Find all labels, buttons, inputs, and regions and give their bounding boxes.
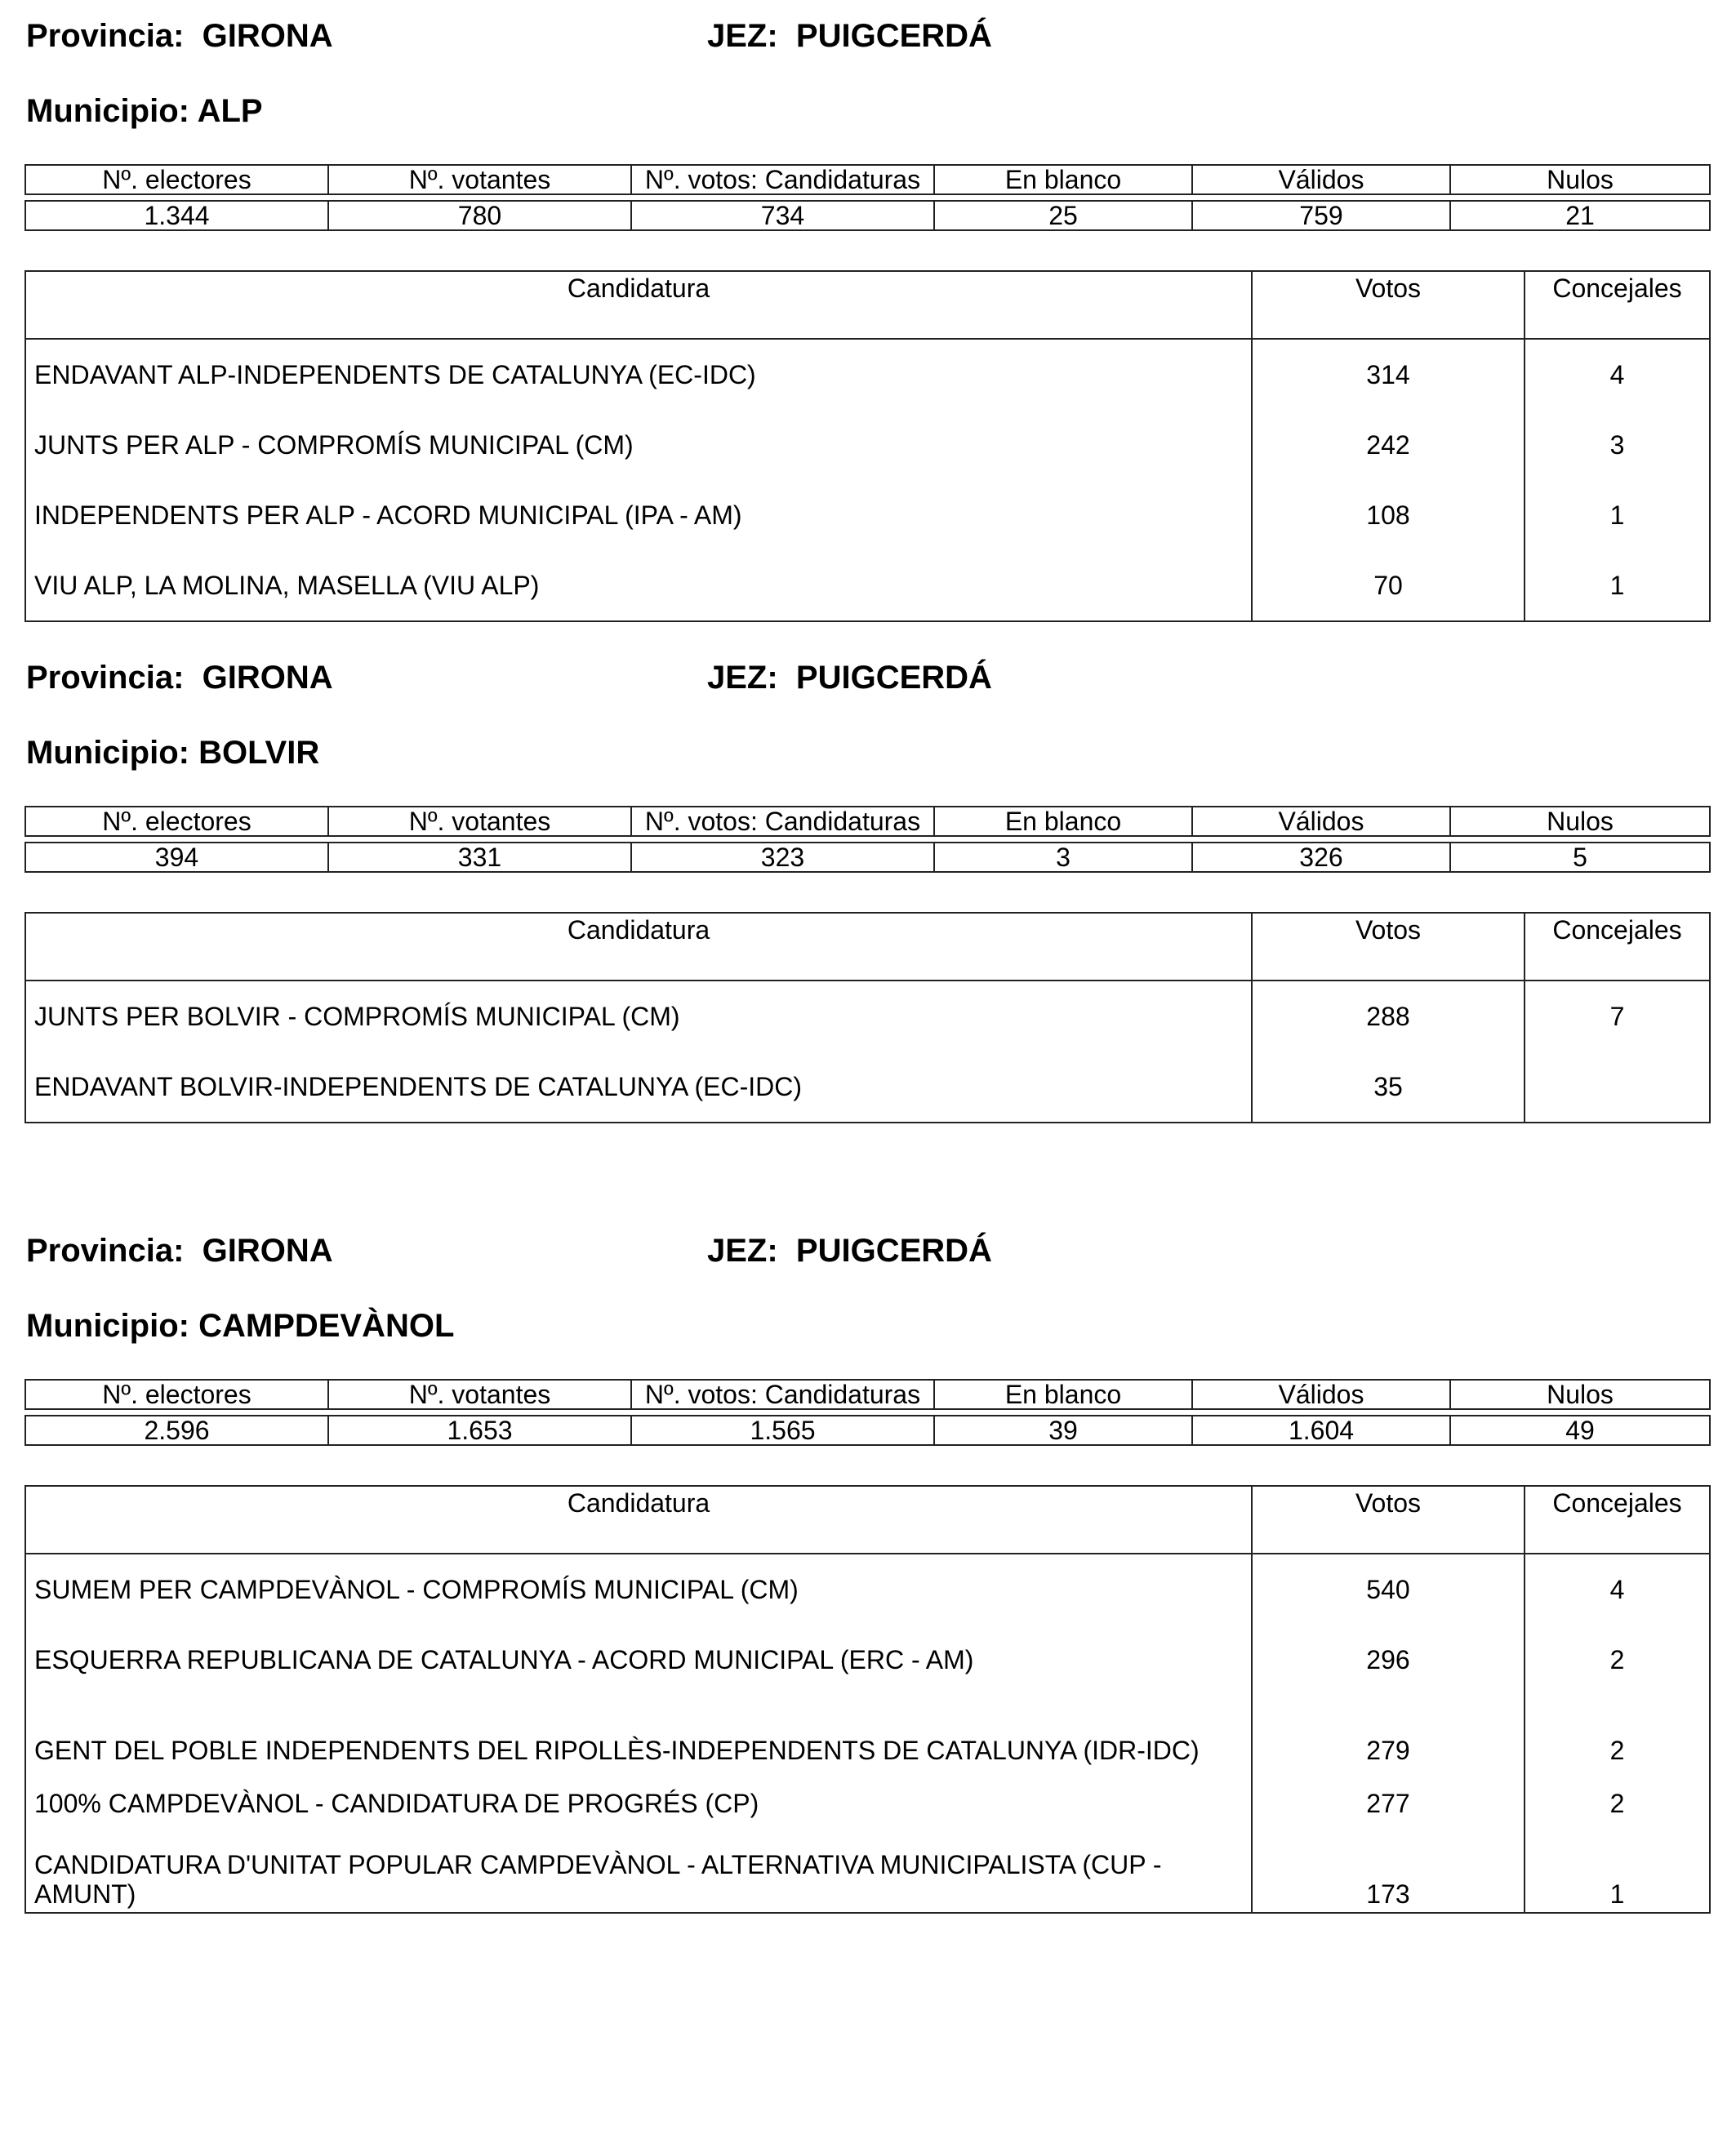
candidatura-name: SUMEM PER CAMPDEVÀNOL - COMPROMÍS MUNICIPAL (CM) — [25, 1554, 1252, 1625]
validos-header: Válidos — [1192, 1380, 1450, 1409]
votos-value: 35 — [1252, 1052, 1525, 1123]
nulos-value: 21 — [1450, 201, 1710, 230]
candidatura-name: INDEPENDENTS PER ALP - ACORD MUNICIPAL (IPA - AM) — [25, 480, 1252, 550]
jez-heading: JEZ: PUIGCERDÁ — [707, 18, 992, 54]
votos-header: Votos — [1252, 271, 1525, 339]
candidatura-name: 100% CAMPDEVÀNOL - CANDIDATURA DE PROGRÉS (CP) — [25, 1768, 1252, 1839]
candidaturas-header-row — [25, 271, 1710, 339]
concejales-value: 3 — [1525, 410, 1710, 480]
concejales-value: 7 — [1525, 981, 1710, 1052]
votos-value: 296 — [1252, 1625, 1525, 1695]
summary-header-row — [25, 165, 1710, 194]
candidatura-name: GENT DEL POBLE INDEPENDENTS DEL RIPOLLÈS-INDEPENDENTS DE CATALUNYA (IDR-IDC) — [25, 1695, 1252, 1768]
votantes-value: 780 — [328, 201, 631, 230]
candidatura-row — [25, 410, 1710, 480]
summary-value-row — [25, 201, 1710, 230]
votos-candidaturas-value: 734 — [631, 201, 934, 230]
provincia-heading: Provincia: GIRONA — [26, 18, 333, 54]
concejales-value: 1 — [1525, 1839, 1710, 1913]
summary-value-row — [25, 1416, 1710, 1445]
votantes-header: Nº. votantes — [328, 807, 631, 836]
jez-heading: JEZ: PUIGCERDÁ — [707, 660, 992, 696]
summary-header-row — [25, 1380, 1710, 1409]
concejales-header: Concejales — [1525, 271, 1710, 339]
nulos-header: Nulos — [1450, 807, 1710, 836]
candidatura-row — [25, 339, 1710, 410]
concejales-value: 2 — [1525, 1695, 1710, 1768]
concejales-header: Concejales — [1525, 1486, 1710, 1554]
votos-candidaturas-header: Nº. votos: Candidaturas — [631, 1380, 934, 1409]
electores-value: 394 — [25, 843, 328, 872]
nulos-header: Nulos — [1450, 1380, 1710, 1409]
votos-header: Votos — [1252, 913, 1525, 981]
concejales-value: 2 — [1525, 1768, 1710, 1839]
votos-value: 314 — [1252, 339, 1525, 410]
votos-value: 173 — [1252, 1839, 1525, 1913]
candidatura-name: JUNTS PER ALP - COMPROMÍS MUNICIPAL (CM) — [25, 410, 1252, 480]
summary-header-row — [25, 807, 1710, 836]
en-blanco-value: 39 — [934, 1416, 1192, 1445]
candidatura-row — [25, 1554, 1710, 1625]
municipio-heading: Municipio: CAMPDEVÀNOL — [26, 1308, 455, 1344]
provincia-heading: Provincia: GIRONA — [26, 1233, 333, 1269]
validos-value: 759 — [1192, 201, 1450, 230]
summary-value-row — [25, 843, 1710, 872]
votos-candidaturas-value: 323 — [631, 843, 934, 872]
validos-value: 1.604 — [1192, 1416, 1450, 1445]
votos-value: 288 — [1252, 981, 1525, 1052]
candidaturas-table — [24, 1485, 1711, 1914]
votos-value: 108 — [1252, 480, 1525, 550]
validos-header: Válidos — [1192, 807, 1450, 836]
nulos-value: 49 — [1450, 1416, 1710, 1445]
validos-header: Válidos — [1192, 165, 1450, 194]
candidatura-row — [25, 480, 1710, 550]
concejales-value: 1 — [1525, 550, 1710, 621]
votantes-value: 331 — [328, 843, 631, 872]
summary-table — [24, 806, 1711, 873]
candidaturas-header-row — [25, 913, 1710, 981]
concejales-header: Concejales — [1525, 913, 1710, 981]
nulos-header: Nulos — [1450, 165, 1710, 194]
candidatura-header: Candidatura — [25, 271, 1252, 339]
concejales-value: 1 — [1525, 480, 1710, 550]
votos-header: Votos — [1252, 1486, 1525, 1554]
electores-header: Nº. electores — [25, 165, 328, 194]
electores-header: Nº. electores — [25, 807, 328, 836]
en-blanco-header: En blanco — [934, 1380, 1192, 1409]
electores-header: Nº. electores — [25, 1380, 328, 1409]
candidatura-name: ENDAVANT ALP-INDEPENDENTS DE CATALUNYA (EC-IDC) — [25, 339, 1252, 410]
concejales-value: 4 — [1525, 339, 1710, 410]
votos-candidaturas-header: Nº. votos: Candidaturas — [631, 807, 934, 836]
municipio-heading: Municipio: ALP — [26, 93, 263, 129]
votos-candidaturas-value: 1.565 — [631, 1416, 934, 1445]
en-blanco-value: 25 — [934, 201, 1192, 230]
votantes-header: Nº. votantes — [328, 165, 631, 194]
provincia-heading: Provincia: GIRONA — [26, 660, 333, 696]
candidatura-row — [25, 981, 1710, 1052]
candidatura-name: VIU ALP, LA MOLINA, MASELLA (VIU ALP) — [25, 550, 1252, 621]
votos-value: 242 — [1252, 410, 1525, 480]
candidatura-row — [25, 1695, 1710, 1768]
candidatura-row — [25, 1625, 1710, 1695]
candidatura-row — [25, 1839, 1710, 1913]
candidatura-header: Candidatura — [25, 913, 1252, 981]
en-blanco-header: En blanco — [934, 807, 1192, 836]
en-blanco-header: En blanco — [934, 165, 1192, 194]
electores-value: 1.344 — [25, 201, 328, 230]
jez-heading: JEZ: PUIGCERDÁ — [707, 1233, 992, 1269]
municipio-heading: Municipio: BOLVIR — [26, 735, 320, 771]
candidatura-name: CANDIDATURA D'UNITAT POPULAR CAMPDEVÀNOL - ALTERNATIVA MUNICIPALISTA (CUP - AMUNT) — [25, 1839, 1252, 1913]
candidatura-header: Candidatura — [25, 1486, 1252, 1554]
candidatura-row — [25, 1768, 1710, 1839]
concejales-value: 4 — [1525, 1554, 1710, 1625]
concejales-value: 2 — [1525, 1625, 1710, 1695]
candidaturas-header-row — [25, 1486, 1710, 1554]
votos-candidaturas-header: Nº. votos: Candidaturas — [631, 165, 934, 194]
candidatura-name: ESQUERRA REPUBLICANA DE CATALUNYA - ACORD MUNICIPAL (ERC - AM) — [25, 1625, 1252, 1695]
votos-value: 277 — [1252, 1768, 1525, 1839]
votantes-value: 1.653 — [328, 1416, 631, 1445]
concejales-value — [1525, 1052, 1710, 1123]
votos-value: 279 — [1252, 1695, 1525, 1768]
validos-value: 326 — [1192, 843, 1450, 872]
en-blanco-value: 3 — [934, 843, 1192, 872]
votos-value: 540 — [1252, 1554, 1525, 1625]
candidatura-row — [25, 550, 1710, 621]
summary-table — [24, 1379, 1711, 1446]
candidaturas-table — [24, 912, 1711, 1123]
summary-table — [24, 164, 1711, 231]
electores-value: 2.596 — [25, 1416, 328, 1445]
votos-value: 70 — [1252, 550, 1525, 621]
nulos-value: 5 — [1450, 843, 1710, 872]
candidaturas-table — [24, 270, 1711, 622]
candidatura-name: JUNTS PER BOLVIR - COMPROMÍS MUNICIPAL (CM) — [25, 981, 1252, 1052]
votantes-header: Nº. votantes — [328, 1380, 631, 1409]
candidatura-name: ENDAVANT BOLVIR-INDEPENDENTS DE CATALUNYA (EC-IDC) — [25, 1052, 1252, 1123]
candidatura-row — [25, 1052, 1710, 1123]
